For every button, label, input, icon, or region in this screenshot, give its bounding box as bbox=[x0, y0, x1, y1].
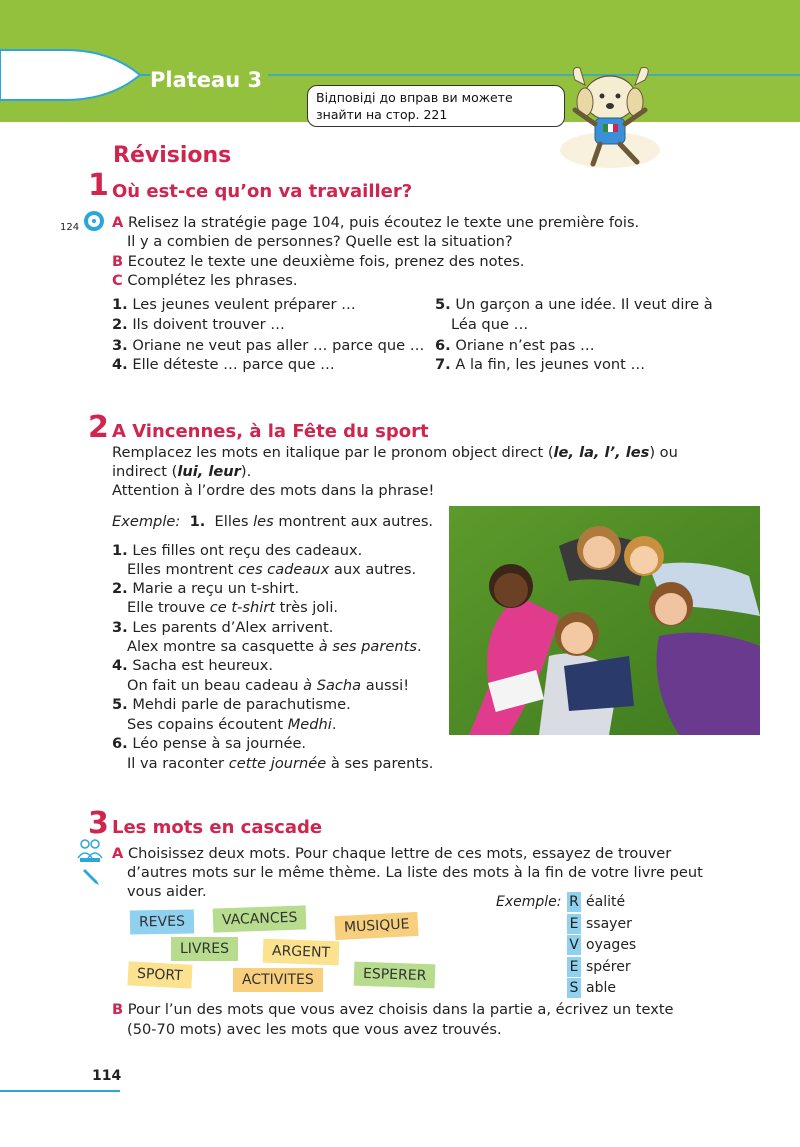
instruction-b-line-2: (50-70 mots) avec les mots que vous avez trouvés. bbox=[127, 1021, 502, 1038]
bubble-line-1: Відповіді до вправ ви можете bbox=[316, 90, 513, 105]
intro-text: indirect ( bbox=[112, 463, 178, 480]
instruction-a-line-2: Il y a combien de personnes? Quelle est la situation? bbox=[127, 233, 513, 250]
instruction-b bbox=[112, 1000, 674, 1020]
item-text: aussi! bbox=[361, 677, 410, 694]
acrostic-letter: V bbox=[567, 935, 581, 955]
item-text: aux autres. bbox=[329, 561, 417, 578]
list-item bbox=[112, 618, 333, 638]
word-tile: LIVRES bbox=[171, 937, 238, 961]
section-2-title: A Vincennes, à la Fête du sport bbox=[112, 421, 429, 442]
intro-line-3: Attention à l’ordre des mots dans la phrase! bbox=[112, 482, 435, 499]
item-line-2 bbox=[127, 560, 416, 580]
item-text: Sacha est heureux. bbox=[132, 657, 274, 674]
italic-phrase: ces cadeaux bbox=[237, 561, 330, 578]
item-text: Oriane n’est pas … bbox=[455, 337, 595, 354]
intro-line-1 bbox=[112, 443, 678, 463]
instruction-a-line-2: d’autres mots sur le même thème. La liste des mots à la fin de votre livre peut bbox=[127, 864, 703, 881]
intro-line-2 bbox=[112, 462, 251, 482]
item-number: 1. bbox=[112, 296, 128, 313]
item-number: 4. bbox=[112, 356, 128, 373]
list-item bbox=[112, 734, 306, 754]
instruction-b-line-1: Pour l’un des mots que vous avez choisis dans la partie a, écrivez un texte bbox=[127, 1001, 674, 1018]
list-item bbox=[112, 336, 424, 356]
acrostic-word: oyages bbox=[586, 937, 637, 953]
item-text: On fait un beau cadeau bbox=[127, 677, 304, 694]
letter-b: B bbox=[112, 253, 124, 270]
intro-text: Remplacez les mots en italique par le pronom object direct ( bbox=[112, 444, 554, 461]
page-number: 114 bbox=[92, 1068, 122, 1084]
italic-phrase: à Sacha bbox=[303, 677, 362, 694]
item-text: à ses parents. bbox=[326, 755, 434, 772]
unit-title: Plateau 3 bbox=[150, 68, 263, 92]
intro-text: ). bbox=[240, 463, 252, 480]
italic-phrase: Medhi bbox=[287, 716, 332, 733]
item-text: Les filles ont reçu des cadeaux. bbox=[132, 542, 363, 559]
instruction-a-line-1: Relisez la stratégie page 104, puis écoutez le texte une première fois. bbox=[127, 214, 640, 231]
instruction-c-line-1: Complétez les phrases. bbox=[127, 272, 298, 289]
item-text: Ils doivent trouver … bbox=[132, 316, 285, 333]
item-text: Elle déteste … parce que … bbox=[132, 356, 335, 373]
item-text: Les jeunes veulent préparer … bbox=[132, 296, 356, 313]
item-text: . bbox=[331, 716, 337, 733]
list-item bbox=[112, 579, 299, 599]
acrostic-letter: R bbox=[567, 892, 581, 912]
item-number: 5. bbox=[435, 296, 451, 313]
item-text: Léo pense à sa journée. bbox=[132, 735, 307, 752]
footer-rule bbox=[0, 1090, 120, 1092]
list-item bbox=[112, 541, 362, 561]
item-text: Les parents d’Alex arrivent. bbox=[132, 619, 334, 636]
item-text: Un garçon a une idée. Il veut dire à bbox=[455, 296, 713, 313]
indirect-pronouns: lui, leur bbox=[177, 463, 241, 480]
acrostic-word: ssayer bbox=[586, 916, 632, 932]
instruction-c bbox=[112, 271, 298, 291]
pencil-icon bbox=[82, 866, 102, 886]
answers-speech-bubble bbox=[307, 85, 565, 127]
word-tile: ESPERER bbox=[354, 962, 436, 989]
item-number: 3. bbox=[112, 337, 128, 354]
word-tile: MUSIQUE bbox=[334, 912, 419, 940]
instruction-a bbox=[112, 213, 639, 233]
item-number: 7. bbox=[435, 356, 451, 373]
letter-a: A bbox=[112, 214, 124, 231]
acrostic-word: able bbox=[586, 980, 616, 996]
example-text: montrent aux autres. bbox=[273, 513, 434, 530]
section-3-title: Les mots en cascade bbox=[112, 817, 323, 838]
item-text: Elles montrent bbox=[127, 561, 238, 578]
section-1-number: 1 bbox=[88, 168, 109, 203]
item-text: Mehdi parle de parachutisme. bbox=[132, 696, 351, 713]
italic-phrase: à ses parents bbox=[318, 638, 417, 655]
letter-c: C bbox=[112, 272, 123, 289]
list-item bbox=[112, 355, 335, 375]
section-2-number: 2 bbox=[88, 410, 109, 445]
instruction-b-line-1: Ecoutez le texte une deuxième fois, prenez des notes. bbox=[127, 253, 525, 270]
item-text-continued: Léa que … bbox=[451, 316, 529, 333]
item-line-2 bbox=[127, 676, 409, 696]
item-line-2 bbox=[127, 754, 433, 774]
item-number: 3. bbox=[112, 619, 128, 636]
example-label: Exemple: bbox=[496, 894, 562, 910]
item-text: Marie a reçu un t-shirt. bbox=[132, 580, 300, 597]
item-text: très joli. bbox=[275, 599, 339, 616]
acrostic-word: spérer bbox=[586, 959, 631, 975]
item-text: Ses copains écoutent bbox=[127, 716, 288, 733]
instruction-a bbox=[112, 844, 671, 864]
instruction-a-line-3: vous aider. bbox=[127, 883, 207, 900]
item-text: Alex montre sa casquette bbox=[127, 638, 319, 655]
item-number: 2. bbox=[112, 316, 128, 333]
item-number: 6. bbox=[112, 735, 128, 752]
word-tile: VACANCES bbox=[213, 905, 307, 932]
bubble-line-2: знайти на стор. 221 bbox=[316, 107, 448, 122]
item-number: 5. bbox=[112, 696, 128, 713]
list-item bbox=[435, 295, 713, 315]
group-work-icon bbox=[76, 838, 104, 864]
page-heading: Révisions bbox=[113, 143, 232, 168]
section-3-number: 3 bbox=[88, 806, 109, 841]
item-number: 2. bbox=[112, 580, 128, 597]
word-tile: REVES bbox=[130, 909, 194, 934]
item-text: A la fin, les jeunes vont … bbox=[455, 356, 646, 373]
item-text: . bbox=[416, 638, 422, 655]
kids-on-grass-photo bbox=[449, 506, 760, 735]
list-item bbox=[112, 295, 356, 315]
item-line-2 bbox=[127, 715, 336, 735]
example-line bbox=[112, 512, 433, 532]
example-pronoun: les bbox=[253, 513, 274, 530]
cd-audio-icon bbox=[83, 210, 105, 232]
word-tile: ACTIVITES bbox=[233, 968, 323, 992]
item-line-2 bbox=[127, 598, 338, 618]
intro-text: ) ou bbox=[649, 444, 678, 461]
item-text: Il va raconter bbox=[127, 755, 229, 772]
item-text: Elle trouve bbox=[127, 599, 210, 616]
item-number: 1. bbox=[112, 542, 128, 559]
acrostic-letter: E bbox=[567, 914, 581, 934]
example-label: Exemple: bbox=[112, 513, 181, 530]
item-number: 4. bbox=[112, 657, 128, 674]
instruction-b bbox=[112, 252, 524, 272]
section-1-title: Où est-ce qu’on va travailler? bbox=[112, 181, 413, 202]
item-number: 6. bbox=[435, 337, 451, 354]
item-line-2 bbox=[127, 637, 422, 657]
letter-b: B bbox=[112, 1001, 124, 1018]
item-number: 1. bbox=[189, 513, 206, 530]
acrostic-word: éalité bbox=[586, 894, 626, 910]
list-item bbox=[435, 336, 595, 356]
track-number: 124 bbox=[60, 222, 80, 233]
letter-a: A bbox=[112, 845, 124, 862]
list-item bbox=[112, 656, 273, 676]
list-item bbox=[112, 695, 351, 715]
direct-pronouns: le, la, l’, les bbox=[553, 444, 650, 461]
word-tile: SPORT bbox=[127, 961, 192, 988]
item-text: Oriane ne veut pas aller … parce que … bbox=[132, 337, 425, 354]
acrostic-letter: S bbox=[567, 978, 581, 998]
list-item bbox=[435, 355, 645, 375]
word-tile: ARGENT bbox=[263, 939, 340, 966]
instruction-a-line-1: Choisissez deux mots. Pour chaque lettre de ces mots, essayez de trouver bbox=[127, 845, 672, 862]
list-item bbox=[112, 315, 285, 335]
italic-phrase: cette journée bbox=[228, 755, 327, 772]
italic-phrase: ce t-shirt bbox=[209, 599, 276, 616]
example-text: Elles bbox=[214, 513, 254, 530]
acrostic-letter: E bbox=[567, 957, 581, 977]
